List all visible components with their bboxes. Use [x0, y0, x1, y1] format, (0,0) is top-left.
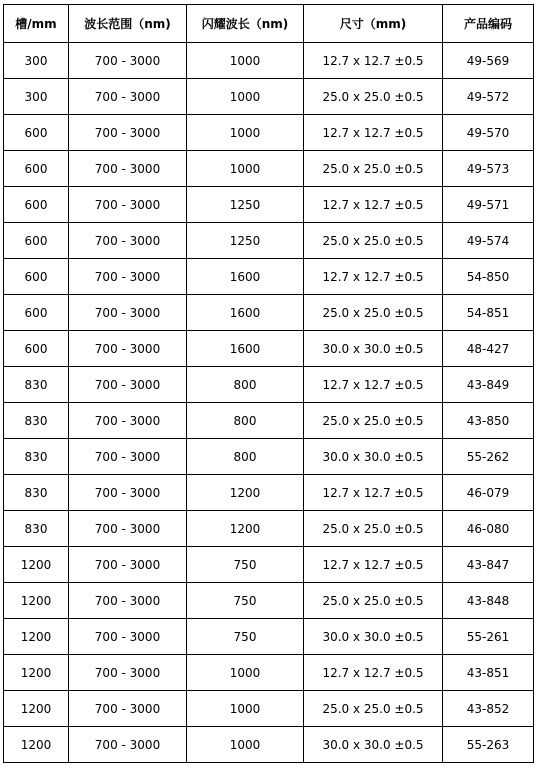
cell-dimensions: 25.0 x 25.0 ±0.5: [304, 691, 443, 727]
cell-blaze-wavelength: 1250: [187, 187, 304, 223]
cell-grooves: 600: [4, 295, 69, 331]
cell-blaze-wavelength: 1250: [187, 223, 304, 259]
cell-product-code: 49-573: [443, 151, 534, 187]
cell-wavelength-range: 700 - 3000: [69, 691, 187, 727]
cell-product-code: 43-851: [443, 655, 534, 691]
table-row: [4, 79, 534, 115]
cell-blaze-wavelength: 1000: [187, 151, 304, 187]
cell-wavelength-range: 700 - 3000: [69, 151, 187, 187]
cell-blaze-wavelength: 800: [187, 439, 304, 475]
cell-grooves: 1200: [4, 547, 69, 583]
grating-table-container: [3, 4, 533, 763]
header-product-code: 产品编码: [443, 5, 534, 43]
cell-product-code: 49-570: [443, 115, 534, 151]
cell-dimensions: 25.0 x 25.0 ±0.5: [304, 223, 443, 259]
cell-dimensions: 25.0 x 25.0 ±0.5: [304, 79, 443, 115]
cell-dimensions: 12.7 x 12.7 ±0.5: [304, 547, 443, 583]
cell-product-code: 54-851: [443, 295, 534, 331]
cell-grooves: 1200: [4, 619, 69, 655]
cell-wavelength-range: 700 - 3000: [69, 583, 187, 619]
cell-wavelength-range: 700 - 3000: [69, 295, 187, 331]
cell-blaze-wavelength: 750: [187, 583, 304, 619]
table-row: [4, 403, 534, 439]
header-dimensions: 尺寸（mm): [304, 5, 443, 43]
cell-product-code: 49-569: [443, 43, 534, 79]
cell-product-code: 55-263: [443, 727, 534, 763]
table-row: [4, 547, 534, 583]
cell-blaze-wavelength: 750: [187, 619, 304, 655]
cell-blaze-wavelength: 1600: [187, 295, 304, 331]
cell-product-code: 46-079: [443, 475, 534, 511]
cell-grooves: 300: [4, 79, 69, 115]
cell-dimensions: 25.0 x 25.0 ±0.5: [304, 295, 443, 331]
cell-product-code: 43-847: [443, 547, 534, 583]
cell-blaze-wavelength: 1600: [187, 331, 304, 367]
table-row: [4, 43, 534, 79]
header-wavelength-range: 波长范围（nm): [69, 5, 187, 43]
cell-wavelength-range: 700 - 3000: [69, 115, 187, 151]
table-row: [4, 115, 534, 151]
cell-dimensions: 30.0 x 30.0 ±0.5: [304, 439, 443, 475]
cell-wavelength-range: 700 - 3000: [69, 79, 187, 115]
table-header: [4, 5, 534, 43]
cell-dimensions: 12.7 x 12.7 ±0.5: [304, 187, 443, 223]
cell-product-code: 43-850: [443, 403, 534, 439]
cell-product-code: 49-571: [443, 187, 534, 223]
cell-wavelength-range: 700 - 3000: [69, 439, 187, 475]
table-row: [4, 727, 534, 763]
cell-wavelength-range: 700 - 3000: [69, 259, 187, 295]
cell-product-code: 46-080: [443, 511, 534, 547]
cell-grooves: 600: [4, 115, 69, 151]
cell-grooves: 830: [4, 403, 69, 439]
cell-wavelength-range: 700 - 3000: [69, 475, 187, 511]
cell-blaze-wavelength: 1000: [187, 79, 304, 115]
cell-dimensions: 12.7 x 12.7 ±0.5: [304, 475, 443, 511]
cell-dimensions: 25.0 x 25.0 ±0.5: [304, 583, 443, 619]
cell-blaze-wavelength: 1000: [187, 727, 304, 763]
cell-product-code: 43-852: [443, 691, 534, 727]
cell-dimensions: 25.0 x 25.0 ±0.5: [304, 511, 443, 547]
cell-grooves: 830: [4, 475, 69, 511]
cell-grooves: 1200: [4, 691, 69, 727]
cell-product-code: 43-848: [443, 583, 534, 619]
cell-wavelength-range: 700 - 3000: [69, 187, 187, 223]
cell-dimensions: 30.0 x 30.0 ±0.5: [304, 727, 443, 763]
cell-dimensions: 12.7 x 12.7 ±0.5: [304, 655, 443, 691]
table-row: [4, 439, 534, 475]
cell-blaze-wavelength: 1200: [187, 511, 304, 547]
cell-dimensions: 12.7 x 12.7 ±0.5: [304, 259, 443, 295]
cell-blaze-wavelength: 800: [187, 403, 304, 439]
table-row: [4, 619, 534, 655]
cell-grooves: 600: [4, 331, 69, 367]
table-row: [4, 151, 534, 187]
cell-grooves: 1200: [4, 583, 69, 619]
cell-wavelength-range: 700 - 3000: [69, 511, 187, 547]
cell-dimensions: 12.7 x 12.7 ±0.5: [304, 367, 443, 403]
cell-grooves: 830: [4, 367, 69, 403]
cell-grooves: 1200: [4, 727, 69, 763]
cell-blaze-wavelength: 1200: [187, 475, 304, 511]
table-row: [4, 511, 534, 547]
cell-dimensions: 30.0 x 30.0 ±0.5: [304, 619, 443, 655]
cell-product-code: 49-572: [443, 79, 534, 115]
cell-grooves: 600: [4, 223, 69, 259]
table-row: [4, 655, 534, 691]
cell-product-code: 48-427: [443, 331, 534, 367]
table-row: [4, 691, 534, 727]
cell-wavelength-range: 700 - 3000: [69, 331, 187, 367]
table-row: [4, 367, 534, 403]
cell-blaze-wavelength: 800: [187, 367, 304, 403]
cell-blaze-wavelength: 1000: [187, 691, 304, 727]
cell-dimensions: 25.0 x 25.0 ±0.5: [304, 151, 443, 187]
cell-product-code: 49-574: [443, 223, 534, 259]
table-row: [4, 259, 534, 295]
cell-product-code: 55-261: [443, 619, 534, 655]
cell-product-code: 54-850: [443, 259, 534, 295]
cell-grooves: 1200: [4, 655, 69, 691]
cell-product-code: 43-849: [443, 367, 534, 403]
cell-wavelength-range: 700 - 3000: [69, 727, 187, 763]
cell-dimensions: 12.7 x 12.7 ±0.5: [304, 43, 443, 79]
grating-spec-table: [3, 4, 534, 763]
cell-wavelength-range: 700 - 3000: [69, 655, 187, 691]
cell-wavelength-range: 700 - 3000: [69, 547, 187, 583]
table-row: [4, 187, 534, 223]
cell-blaze-wavelength: 750: [187, 547, 304, 583]
cell-wavelength-range: 700 - 3000: [69, 223, 187, 259]
cell-dimensions: 12.7 x 12.7 ±0.5: [304, 115, 443, 151]
cell-grooves: 600: [4, 259, 69, 295]
cell-dimensions: 30.0 x 30.0 ±0.5: [304, 331, 443, 367]
cell-blaze-wavelength: 1600: [187, 259, 304, 295]
cell-grooves: 600: [4, 151, 69, 187]
cell-blaze-wavelength: 1000: [187, 115, 304, 151]
table-row: [4, 295, 534, 331]
cell-grooves: 830: [4, 439, 69, 475]
header-grooves: 槽/mm: [4, 5, 69, 43]
cell-grooves: 300: [4, 43, 69, 79]
cell-grooves: 830: [4, 511, 69, 547]
cell-wavelength-range: 700 - 3000: [69, 43, 187, 79]
cell-blaze-wavelength: 1000: [187, 655, 304, 691]
cell-wavelength-range: 700 - 3000: [69, 403, 187, 439]
table-row: [4, 331, 534, 367]
cell-product-code: 55-262: [443, 439, 534, 475]
cell-wavelength-range: 700 - 3000: [69, 367, 187, 403]
cell-dimensions: 25.0 x 25.0 ±0.5: [304, 403, 443, 439]
table-row: [4, 583, 534, 619]
header-row: [4, 5, 534, 43]
cell-blaze-wavelength: 1000: [187, 43, 304, 79]
table-body: [4, 43, 534, 763]
cell-grooves: 600: [4, 187, 69, 223]
header-blaze-wavelength: 闪耀波长（nm): [187, 5, 304, 43]
cell-wavelength-range: 700 - 3000: [69, 619, 187, 655]
table-row: [4, 223, 534, 259]
table-row: [4, 475, 534, 511]
